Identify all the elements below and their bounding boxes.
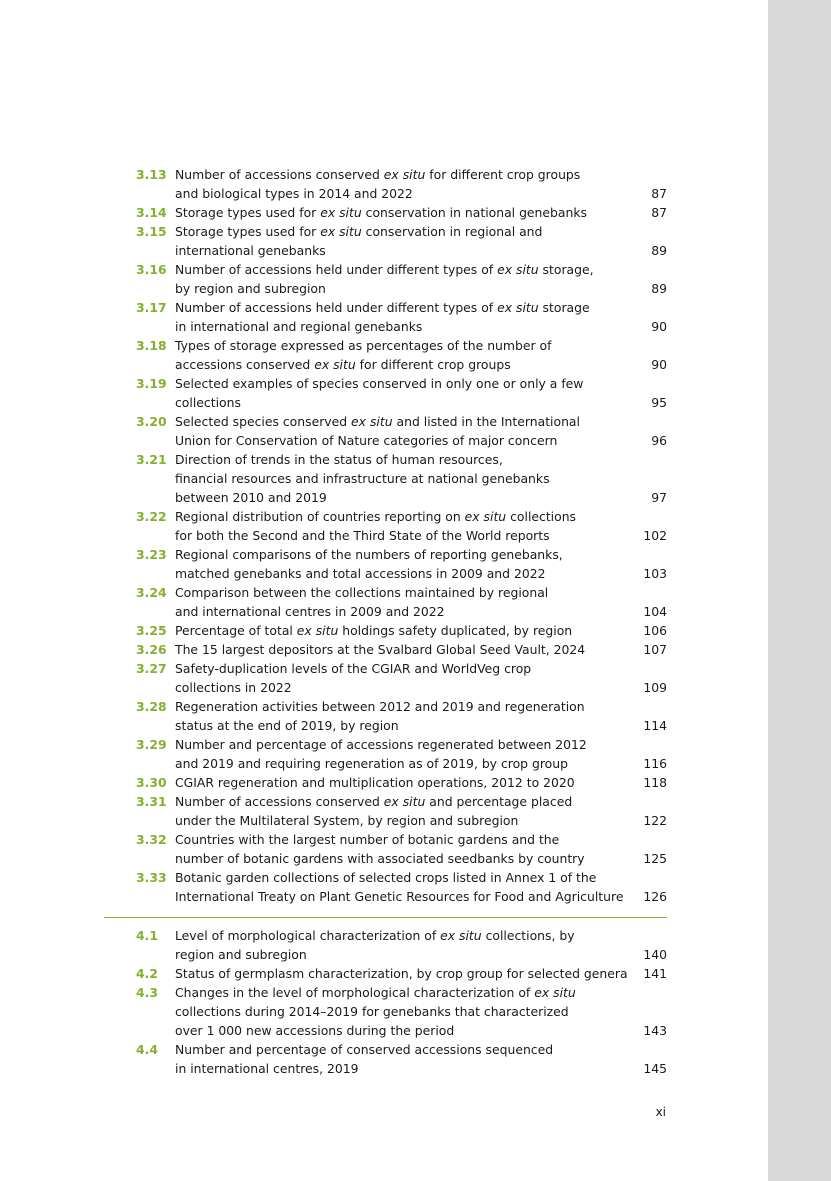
entry-page-number: 140: [643, 947, 667, 962]
entry-title-text: conservation in national genebanks: [361, 205, 587, 220]
entry-title-text: Level of morphological characterization of: [175, 928, 441, 943]
section-divider: [104, 917, 667, 918]
toc-entry[interactable]: [104, 792, 667, 830]
entry-title-text: Storage types used for: [175, 205, 321, 220]
entry-title-text: Direction of trends in the status of human resources, financial resources and infrastructure at national genebanks between 2010 and 2019: [175, 452, 550, 505]
entry-number: 3.25: [136, 623, 167, 638]
entry-page-number: 107: [643, 642, 667, 657]
toc-entry[interactable]: [104, 773, 667, 792]
toc-entry[interactable]: [104, 507, 667, 545]
entry-title-text: Countries with the largest number of botanic gardens and the number of botanic gardens with associated seedbanks by country: [175, 832, 585, 866]
entry-title: [175, 697, 635, 735]
entry-title-italic: ex situ: [497, 262, 539, 277]
entry-page-number: 143: [643, 1023, 667, 1038]
entry-number: 3.21: [136, 452, 167, 467]
entry-title: [175, 507, 635, 545]
entry-number: 3.27: [136, 661, 167, 676]
entry-number: 3.24: [136, 585, 167, 600]
entry-number: 3.22: [136, 509, 167, 524]
entry-page-number: 90: [651, 357, 667, 372]
entry-page-number: 118: [643, 775, 667, 790]
toc-entry[interactable]: [104, 336, 667, 374]
entry-number: 3.28: [136, 699, 167, 714]
entry-page-number: 125: [643, 851, 667, 866]
entry-number: 3.29: [136, 737, 167, 752]
entry-page-number: 90: [651, 319, 667, 334]
entry-number: 3.18: [136, 338, 167, 353]
entry-page-number: 116: [643, 756, 667, 771]
entry-title: [175, 260, 635, 298]
entry-title-italic: ex situ: [383, 794, 426, 809]
entry-page-number: 126: [643, 889, 667, 904]
entry-title-text: collections, by region and subregion: [175, 928, 575, 962]
entry-page-number: 114: [643, 718, 667, 733]
entry-title: [175, 203, 635, 222]
toc-entry[interactable]: [104, 374, 667, 412]
entry-title-text: and listed in the International Union for Conservation of Nature categories of major concern: [175, 414, 580, 448]
entry-page-number: 145: [643, 1061, 667, 1076]
entry-title-text: storage in international and regional genebanks: [175, 300, 590, 334]
entry-title-text: Comparison between the collections maintained by regional and international centres in 2009 and 2022: [175, 585, 549, 619]
entry-title-text: Regional comparisons of the numbers of reporting genebanks, matched genebanks and total accessions in 2009 and 2022: [175, 547, 563, 581]
entry-title: [175, 640, 635, 659]
entry-page-number: 96: [651, 433, 667, 448]
entry-title: [175, 792, 635, 830]
entry-title-text: The 15 largest depositors at the Svalbard Global Seed Vault, 2024: [175, 642, 586, 657]
chapter-4-tables: [104, 926, 667, 1078]
toc-entry[interactable]: [104, 830, 667, 868]
entry-title-text: Number of accessions conserved: [175, 167, 384, 182]
entry-title-text: Number and percentage of accessions regenerated between 2012 and 2019 and requiring regeneration as of 2019, by crop group: [175, 737, 587, 771]
entry-page-number: 87: [651, 205, 667, 220]
entry-title: [175, 773, 635, 792]
entry-title: [175, 868, 635, 906]
entry-number: 3.33: [136, 870, 167, 885]
entry-title: [175, 659, 635, 697]
entry-page-number: 102: [643, 528, 667, 543]
side-margin-strip: [768, 0, 831, 1181]
toc-entry[interactable]: [104, 260, 667, 298]
entry-number: 3.15: [136, 224, 167, 239]
entry-number: 3.20: [136, 414, 167, 429]
entry-number: 3.32: [136, 832, 167, 847]
entry-title-text: Safety-duplication levels of the CGIAR and WorldVeg crop collections in 2022: [175, 661, 532, 695]
entry-title-text: Number and percentage of conserved accessions sequenced in international centres, 2019: [175, 1042, 554, 1076]
entry-title: [175, 583, 635, 621]
entry-title-italic: ex situ: [464, 509, 507, 524]
toc-entry[interactable]: [104, 735, 667, 773]
entry-title: [175, 374, 635, 412]
toc-entry[interactable]: [104, 659, 667, 697]
entry-title-italic: ex situ: [383, 167, 426, 182]
toc-entry[interactable]: [104, 697, 667, 735]
entry-number: 3.17: [136, 300, 167, 315]
entry-title-text: Regeneration activities between 2012 and 2019 and regeneration status at the end of 2019, by region: [175, 699, 585, 733]
entry-number: 3.31: [136, 794, 167, 809]
entry-title-text: Storage types used for: [175, 224, 321, 239]
toc-entry[interactable]: [104, 203, 667, 222]
toc-entry[interactable]: [104, 868, 667, 906]
entry-title: [175, 964, 635, 983]
entry-title-italic: ex situ: [497, 300, 539, 315]
toc-entry[interactable]: [104, 545, 667, 583]
entry-title-text: Number of accessions held under different types of: [175, 300, 498, 315]
entry-title: [175, 545, 635, 583]
entry-page-number: 89: [651, 281, 667, 296]
entry-title-text: Number of accessions conserved: [175, 794, 384, 809]
entry-number: 3.13: [136, 167, 167, 182]
entry-number: 4.4: [136, 1042, 158, 1057]
entry-title-italic: ex situ: [296, 623, 339, 638]
entry-title-text: Changes in the level of morphological characterization of: [175, 985, 535, 1000]
entry-title: [175, 1040, 635, 1078]
chapter-3-tables: [104, 165, 667, 906]
entry-page-number: 89: [651, 243, 667, 258]
toc-entry[interactable]: [104, 298, 667, 336]
entry-title-text: Status of germplasm characterization, by crop group for selected genera: [175, 966, 628, 981]
toc-entry[interactable]: [104, 926, 667, 964]
entry-title: [175, 450, 635, 507]
toc-entry[interactable]: [104, 640, 667, 659]
entry-number: 3.30: [136, 775, 167, 790]
entry-title: [175, 222, 635, 260]
toc-entry[interactable]: [104, 983, 667, 1040]
entry-number: 3.19: [136, 376, 167, 391]
entry-page-number: 106: [643, 623, 667, 638]
list-of-tables: [104, 165, 667, 1078]
entry-page-number: 87: [651, 186, 667, 201]
entry-title-italic: ex situ: [314, 357, 356, 372]
entry-number: 4.2: [136, 966, 158, 981]
entry-title: [175, 735, 635, 773]
toc-entry[interactable]: [104, 165, 667, 203]
entry-title: [175, 165, 635, 203]
entry-title: [175, 926, 635, 964]
entry-number: 3.23: [136, 547, 167, 562]
toc-entry[interactable]: [104, 1040, 667, 1078]
entry-page-number: 104: [643, 604, 667, 619]
entry-page-number: 141: [643, 966, 667, 981]
entry-number: 4.3: [136, 985, 158, 1000]
entry-page-number: 103: [643, 566, 667, 581]
entry-title-text: Botanic garden collections of selected crops listed in Annex 1 of the International Treaty on Plant Genetic Resources for Food and Agriculture: [175, 870, 624, 904]
entry-title-text: conservation in regional and international genebanks: [175, 224, 543, 258]
entry-title: [175, 298, 635, 336]
toc-entry[interactable]: [104, 450, 667, 507]
entry-title-text: for different crop groups: [355, 357, 511, 372]
entry-title-text: storage, by region and subregion: [175, 262, 594, 296]
entry-title-italic: ex situ: [534, 985, 576, 1000]
page-number: xi: [655, 1105, 666, 1119]
entry-title-italic: ex situ: [320, 224, 362, 239]
entry-title: [175, 830, 635, 868]
toc-entry[interactable]: [104, 412, 667, 450]
entry-number: 3.14: [136, 205, 167, 220]
entry-title-text: Percentage of total: [175, 623, 297, 638]
entry-title-text: and percentage placed under the Multilateral System, by region and subregion: [175, 794, 573, 828]
entry-title-text: collections during 2014–2019 for genebanks that characterized over 1 000 new accessions during the period: [175, 1004, 569, 1038]
entry-number: 3.26: [136, 642, 167, 657]
entry-title-text: Regional distribution of countries reporting on: [175, 509, 465, 524]
entry-title-italic: ex situ: [440, 928, 482, 943]
entry-title-italic: ex situ: [320, 205, 362, 220]
entry-title-text: Number of accessions held under different types of: [175, 262, 498, 277]
entry-page-number: 95: [651, 395, 667, 410]
entry-title-text: holdings safety duplicated, by region: [338, 623, 573, 638]
entry-number: 4.1: [136, 928, 158, 943]
entry-page-number: 97: [651, 490, 667, 505]
entry-title-text: for different crop groups and biological types in 2014 and 2022: [175, 167, 581, 201]
toc-entry[interactable]: [104, 964, 667, 983]
entry-page-number: 122: [643, 813, 667, 828]
entry-title-text: Types of storage expressed as percentages of the number of accessions conserved: [175, 338, 552, 372]
entry-title: [175, 621, 635, 640]
entry-title: [175, 412, 635, 450]
toc-entry[interactable]: [104, 583, 667, 621]
entry-title: [175, 983, 635, 1040]
toc-entry[interactable]: [104, 621, 667, 640]
entry-title-text: Selected species conserved: [175, 414, 352, 429]
entry-title-text: CGIAR regeneration and multiplication operations, 2012 to 2020: [175, 775, 575, 790]
entry-title-text: collections for both the Second and the Third State of the World reports: [175, 509, 577, 543]
entry-page-number: 109: [643, 680, 667, 695]
toc-entry[interactable]: [104, 222, 667, 260]
entry-title: [175, 336, 635, 374]
entry-number: 3.16: [136, 262, 167, 277]
entry-title-italic: ex situ: [351, 414, 393, 429]
entry-title-text: Selected examples of species conserved in only one or only a few collections: [175, 376, 584, 410]
